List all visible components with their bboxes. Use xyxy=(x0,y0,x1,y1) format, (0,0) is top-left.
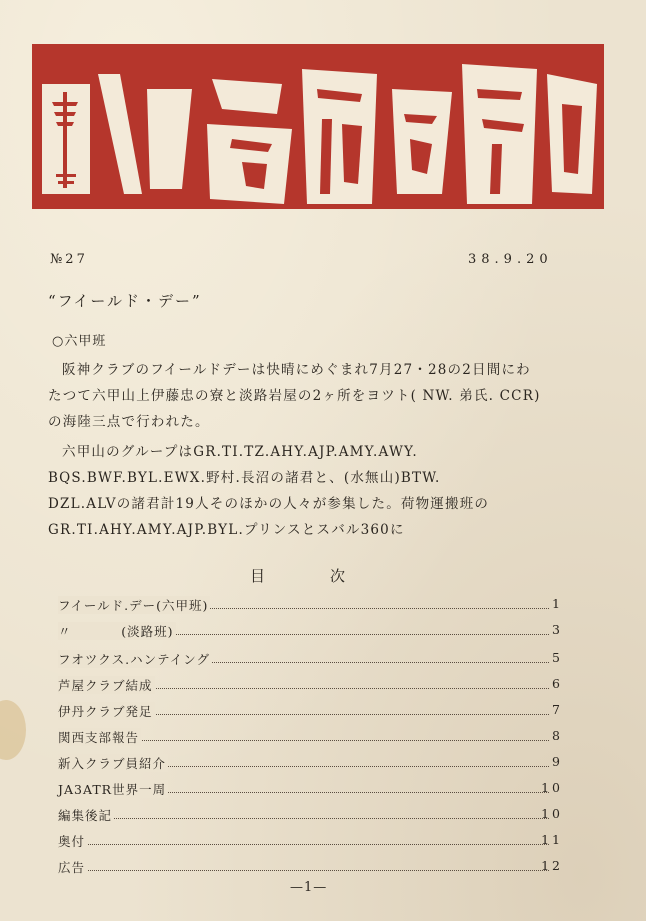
toc-entry-label: フイールド.デー(六甲班) xyxy=(58,598,209,613)
toc-entry-page: 12 xyxy=(541,858,563,873)
toc-entry-page: 10 xyxy=(541,780,563,795)
toc-entry-page: 11 xyxy=(541,832,563,847)
page-number: —1— xyxy=(290,880,328,895)
toc-entry-page: 8 xyxy=(552,728,563,743)
toc-entry xyxy=(58,676,563,692)
toc-entry-label: 編集後記 xyxy=(58,808,113,823)
toc-entry-label: 〃 (淡路班) xyxy=(58,624,174,639)
toc-entry-page: 5 xyxy=(552,650,563,665)
toc-entry-label: フオツクス.ハンテイング xyxy=(58,652,210,667)
toc-entry-page: 10 xyxy=(541,806,563,821)
toc-entry-label: 奥付 xyxy=(58,834,86,849)
toc-leader xyxy=(58,870,549,871)
toc-entry-label: 広告 xyxy=(58,860,86,875)
body-line: DZL.ALVの諸君計19人そのほかの人々が参集した。荷物運搬班の xyxy=(48,496,490,512)
toc-leader xyxy=(58,844,549,845)
body-line: BQS.BWF.BYL.EWX.野村.長沼の諸君と、(水無山)BTW. xyxy=(48,470,441,486)
body-line: GR.TI.AHY.AMY.AJP.BYL.プリンスとスバル360に xyxy=(48,522,405,538)
issue-number: №27 xyxy=(50,252,88,267)
toc-entry xyxy=(58,596,563,612)
toc-entry-page: 9 xyxy=(552,754,563,769)
body-line: たつて六甲山上伊藤忠の寮と淡路岩屋の2ヶ所をヨツト( NW. 弟氏. CCR) xyxy=(48,388,541,404)
toc-entry-page: 1 xyxy=(552,596,563,611)
toc-entry xyxy=(58,702,563,718)
toc-entry-label: 関西支部報告 xyxy=(58,730,140,745)
toc-entry xyxy=(58,832,563,848)
toc-entry xyxy=(58,622,563,638)
toc-entry xyxy=(58,806,563,822)
toc-entry-label: 新入クラブ員紹介 xyxy=(58,756,167,771)
toc-entry-page: 6 xyxy=(552,676,563,691)
body-line: の海陸三点で行われた。 xyxy=(48,414,210,430)
issue-date: 38.9.20 xyxy=(468,252,553,267)
toc-entry xyxy=(58,858,563,874)
article-title: “フイールド・デー” xyxy=(48,292,202,310)
toc-entry-label: JA3ATR世界一周 xyxy=(58,782,167,797)
toc-entry xyxy=(58,728,563,744)
toc-entry-page: 7 xyxy=(552,702,563,717)
masthead-lettering xyxy=(32,44,604,209)
toc-entry-page: 3 xyxy=(552,622,563,637)
body-line: 阪神クラブのフイールドデーは快晴にめぐまれ7月27・28の2日間にわ xyxy=(62,362,531,378)
toc-heading-left: 目 xyxy=(250,567,266,585)
toc-leader xyxy=(58,818,549,819)
toc-entry xyxy=(58,780,563,796)
body-line: 六甲山のグループはGR.TI.TZ.AHY.AJP.AMY.AWY. xyxy=(62,444,418,460)
toc-entry xyxy=(58,754,563,770)
toc-entry-label: 芦屋クラブ結成 xyxy=(58,678,153,693)
toc-heading-right: 次 xyxy=(330,567,346,585)
section-heading: ○六甲班 xyxy=(52,334,107,349)
masthead xyxy=(32,44,604,209)
toc-entry-label: 伊丹クラブ発足 xyxy=(58,704,153,719)
toc-entry xyxy=(58,650,563,666)
